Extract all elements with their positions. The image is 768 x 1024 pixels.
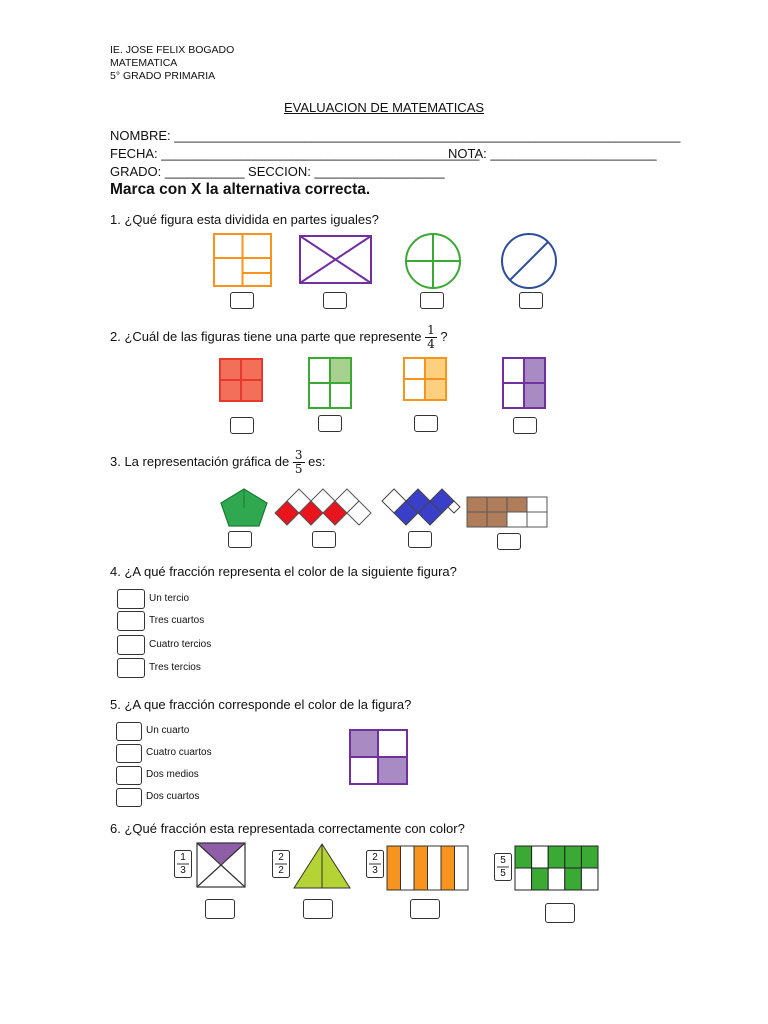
q1-orange-rectangle xyxy=(213,233,273,288)
question-2-text: 2. ¿Cuál de las figuras tiene una parte que represente xyxy=(110,328,422,344)
grade-name: 5° GRADO PRIMARIA xyxy=(110,70,216,82)
q4-checkbox-1[interactable] xyxy=(117,589,145,609)
q5-checkbox-3[interactable] xyxy=(116,766,142,785)
question-1: 1. ¿Qué figura esta dividida en partes iguales? xyxy=(110,212,379,227)
q3-brown-grid xyxy=(466,496,550,529)
q3-red-diamonds xyxy=(275,487,375,527)
q1-checkbox-2[interactable] xyxy=(323,292,347,309)
q1-checkbox-3[interactable] xyxy=(420,292,444,309)
q6-fraction-4: 5 5 xyxy=(500,855,506,879)
school-header xyxy=(110,44,234,83)
instruction: Marca con X la alternativa correcta. xyxy=(110,181,371,198)
q5-checkbox-2[interactable] xyxy=(116,744,142,763)
question-6: 6. ¿Qué fracción esta representada correctamente con color? xyxy=(110,821,465,836)
q2-checkbox-2[interactable] xyxy=(318,415,342,432)
subject-name: MATEMATICA xyxy=(110,57,178,69)
q5-checkbox-1[interactable] xyxy=(116,722,142,741)
question-3-text: 3. La representación gráfica de xyxy=(110,453,290,469)
q2-red-square xyxy=(219,358,263,402)
nota-field[interactable]: NOTA: _______________________ xyxy=(448,146,657,161)
q5-option-3: Dos medios xyxy=(146,769,199,780)
q2-purple-square xyxy=(502,357,546,409)
q2-checkbox-3[interactable] xyxy=(414,415,438,432)
q6-fraction-3: 2 3 xyxy=(372,852,378,876)
question-5: 5. ¿A que fracción corresponde el color de la figura? xyxy=(110,697,412,712)
q1-checkbox-1[interactable] xyxy=(230,292,254,309)
q1-blue-circle xyxy=(500,232,558,290)
question-2-end: ? xyxy=(440,328,448,344)
grado-seccion-field[interactable]: GRADO: ___________ SECCION: __________________ xyxy=(110,164,445,179)
fraction-three-fifths: $\frac{3}{5}$ xyxy=(294,448,303,476)
question-3 xyxy=(110,449,325,476)
q5-option-1: Un cuarto xyxy=(146,725,190,736)
q6-triangle xyxy=(292,842,352,890)
q6-fraction-1: 1 3 xyxy=(180,852,186,876)
q1-checkbox-4[interactable] xyxy=(519,292,543,309)
q4-checkbox-3[interactable] xyxy=(117,635,145,655)
school-name: IE. JOSE FELIX BOGADO xyxy=(110,44,235,56)
page-title: EVALUACION DE MATEMATICAS xyxy=(283,100,485,115)
q2-checkbox-4[interactable] xyxy=(513,417,537,434)
q4-option-1: Un tercio xyxy=(149,593,190,604)
q4-option-2: Tres cuartos xyxy=(149,615,205,626)
q6-checkbox-4[interactable] xyxy=(545,903,575,923)
q3-checkbox-4[interactable] xyxy=(497,533,521,550)
q1-purple-rectangle xyxy=(299,235,373,285)
q6-checkbox-1[interactable] xyxy=(205,899,235,919)
q6-checkbox-3[interactable] xyxy=(410,899,440,919)
question-3-end: es: xyxy=(308,453,326,469)
q1-green-circle xyxy=(404,232,462,290)
q6-checkbox-2[interactable] xyxy=(303,899,333,919)
q5-option-2: Cuatro cuartos xyxy=(146,747,212,758)
q2-checkbox-1[interactable] xyxy=(230,417,254,434)
q6-fraction-2: 2 2 xyxy=(278,852,284,876)
q6-orange-bars xyxy=(386,845,470,891)
q3-green-pentagon xyxy=(219,488,269,528)
q4-checkbox-4[interactable] xyxy=(117,658,145,678)
q2-orange-square xyxy=(403,357,447,401)
q4-option-3: Cuatro tercios xyxy=(149,639,212,650)
q5-square-figure xyxy=(349,729,409,785)
q4-checkbox-2[interactable] xyxy=(117,611,145,631)
nombre-field[interactable]: NOMBRE: ______________________________________________________________________ xyxy=(110,128,681,143)
q4-option-4: Tres tercios xyxy=(149,662,201,673)
q5-checkbox-4[interactable] xyxy=(116,788,142,807)
q6-square-triangles xyxy=(196,842,246,888)
q3-checkbox-1[interactable] xyxy=(228,531,252,548)
fraction-one-quarter: $\frac{1}{4}$ xyxy=(427,323,435,351)
q3-blue-diamonds xyxy=(382,487,462,529)
q3-checkbox-2[interactable] xyxy=(312,531,336,548)
q6-green-checker xyxy=(514,845,600,891)
fecha-field[interactable]: FECHA: ____________________________________________ xyxy=(110,146,480,161)
question-2 xyxy=(110,324,448,351)
q3-checkbox-3[interactable] xyxy=(408,531,432,548)
question-4: 4. ¿A qué fracción representa el color de la siguiente figura? xyxy=(110,564,457,579)
q2-green-square xyxy=(308,357,352,409)
q5-option-4: Dos cuartos xyxy=(146,791,200,802)
